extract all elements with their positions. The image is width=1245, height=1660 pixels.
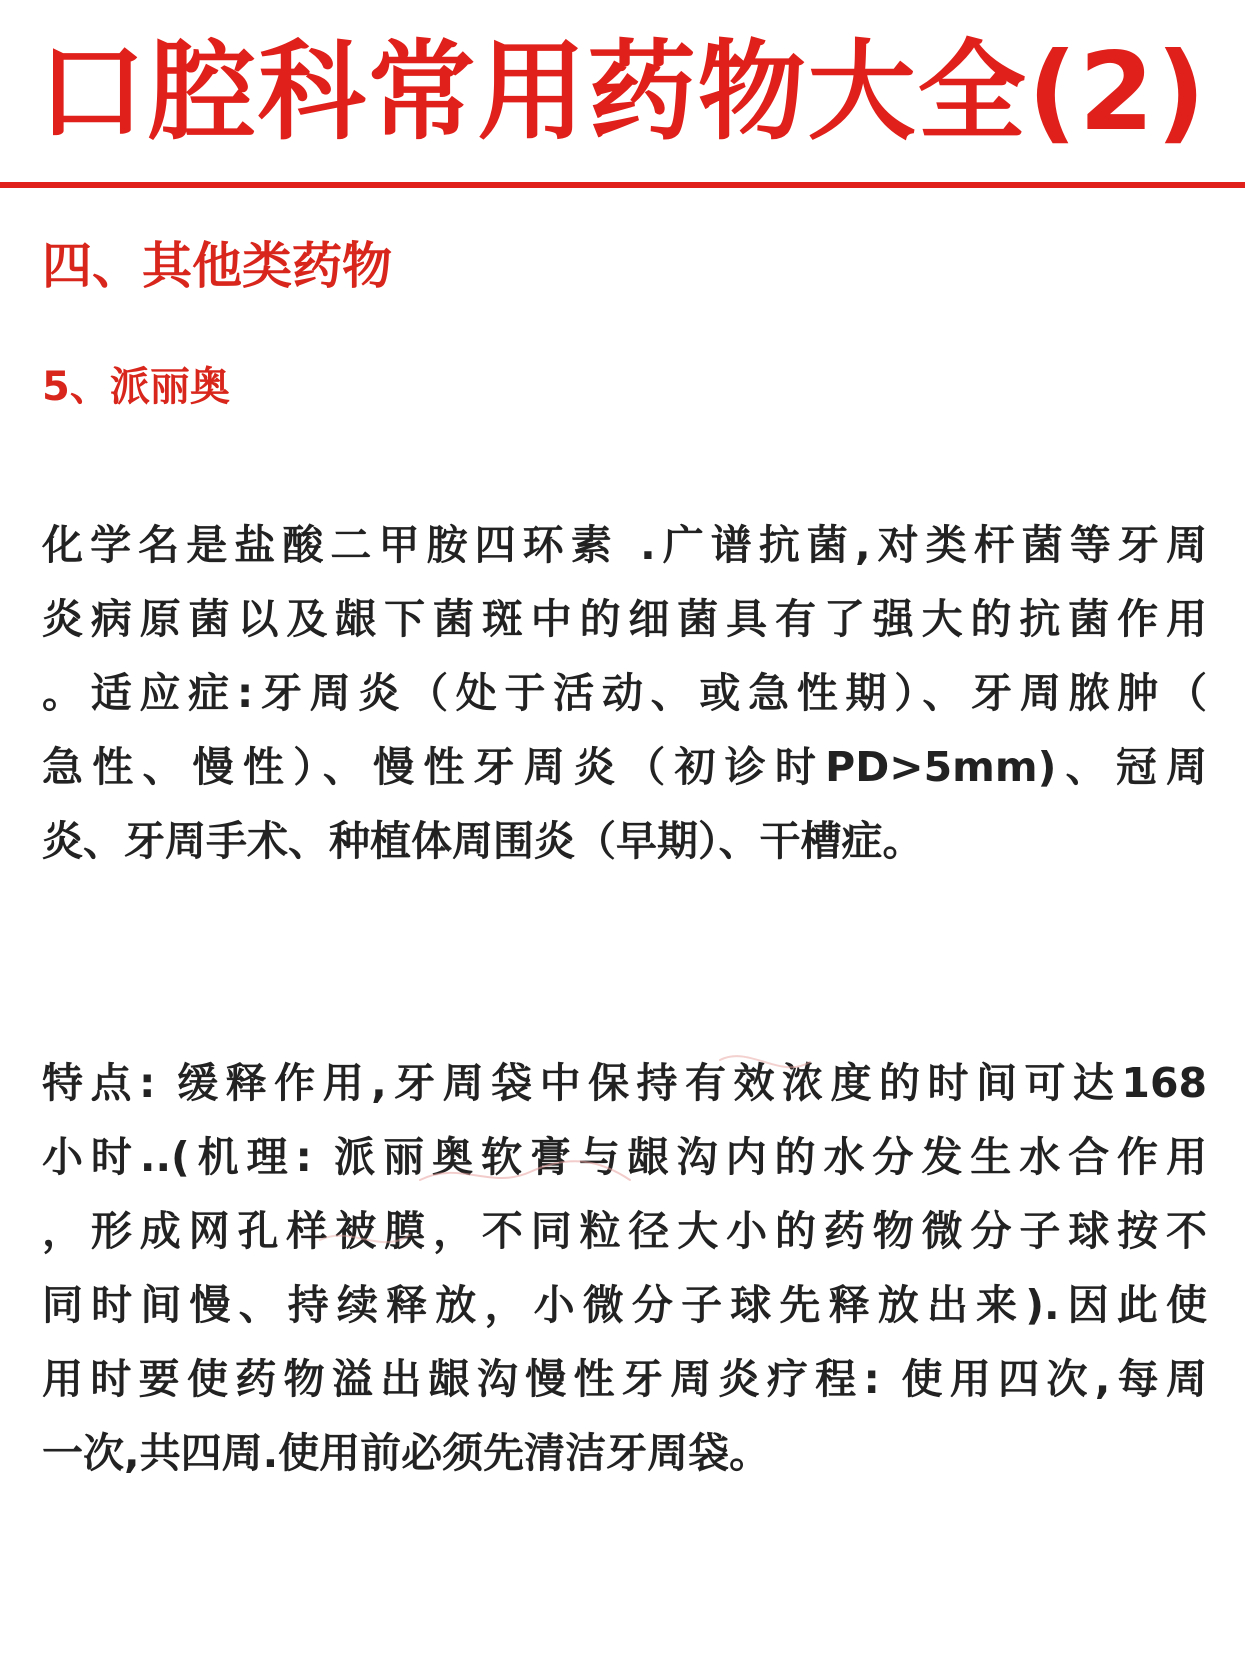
paragraph-line: 炎、牙周手术、种植体周围炎（早期）、干槽症。 [42, 817, 924, 865]
paragraph-line: 化学名是盐酸二甲胺四环素 .广谱抗菌,对类杆菌等牙周 [42, 521, 1207, 569]
title-divider [0, 182, 1245, 188]
indication-paragraph [42, 508, 1207, 878]
paragraph-line: 炎病原菌以及龈下菌斑中的细菌具有了强大的抗菌作用 [42, 595, 1207, 643]
paragraph-line: 特点: 缓释作用,牙周袋中保持有效浓度的时间可达168 [42, 1059, 1207, 1107]
section-heading: 四、其他类药物 [42, 237, 392, 295]
page-title: 口腔科常用药物大全(2) [37, 30, 1208, 155]
drug-heading: 5、派丽奥 [42, 364, 230, 410]
paragraph-line: ，形成网孔样被膜，不同粒径大小的药物微分子球按不 [42, 1207, 1207, 1255]
paragraph-line: 同时间慢、持续释放，小微分子球先释放出来).因此使 [42, 1281, 1207, 1329]
paragraph-line: 急性、慢性）、慢性牙周炎（初诊时PD>5mm)、冠周 [42, 743, 1207, 791]
paragraph-line: 用时要使药物溢出龈沟慢性牙周炎疗程: 使用四次,每周 [42, 1355, 1207, 1403]
features-paragraph [42, 1046, 1207, 1490]
paragraph-line: 小时..(机理: 派丽奥软膏与龈沟内的水分发生水合作用 [42, 1133, 1207, 1181]
paragraph-line: 一次,共四周.使用前必须先清洁牙周袋。 [42, 1429, 771, 1477]
paragraph-line: 。适应症:牙周炎（处于活动、或急性期）、牙周脓肿（ [42, 669, 1207, 717]
